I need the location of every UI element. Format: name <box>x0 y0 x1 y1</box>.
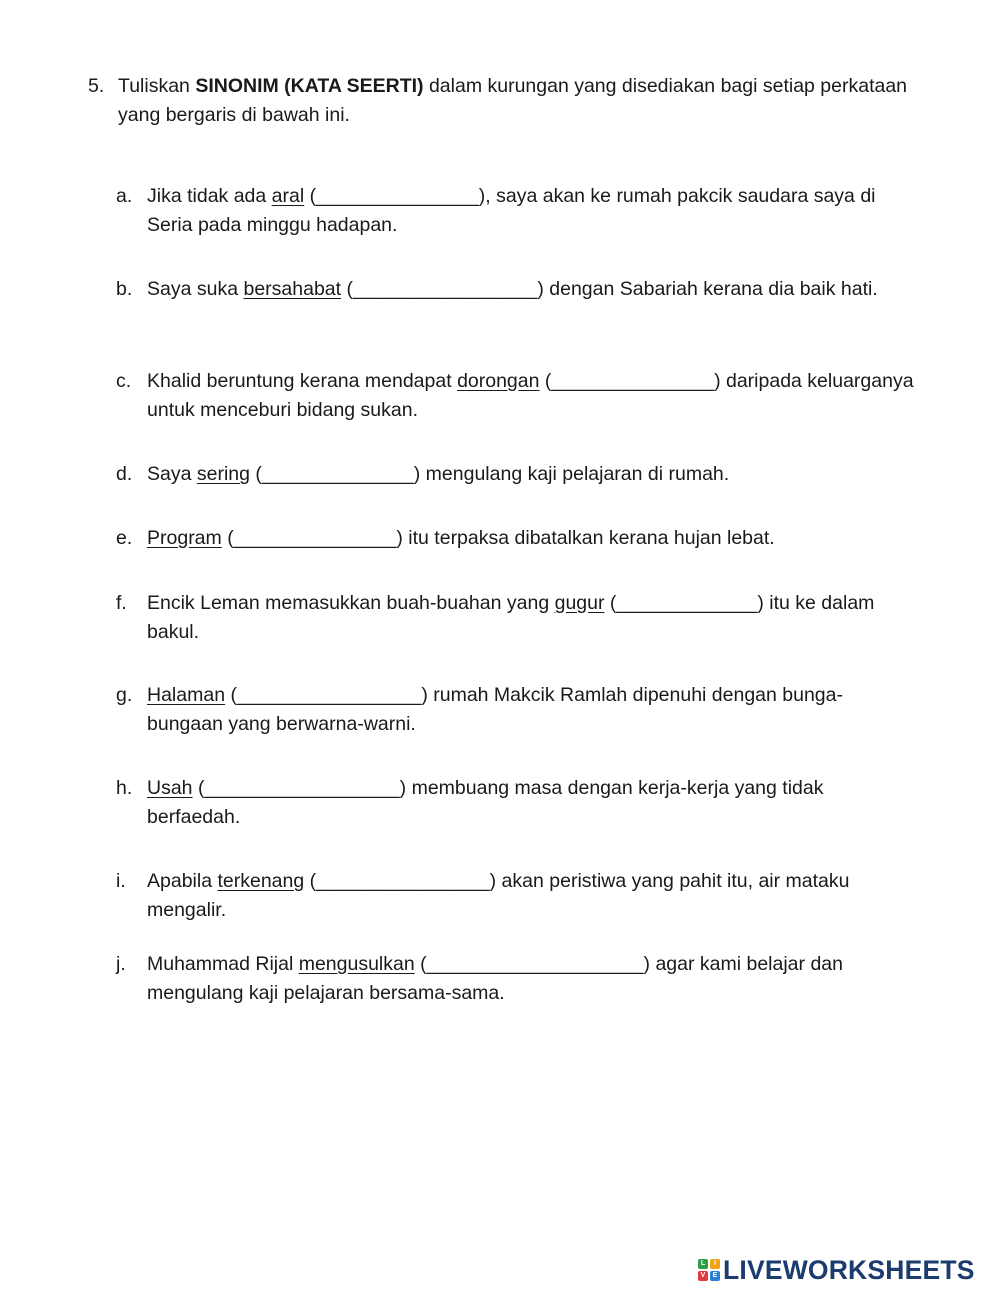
item-c <box>116 367 916 425</box>
answer-blank[interactable]: (________________) <box>304 870 497 892</box>
question-5 <box>88 72 918 130</box>
logo-block-i: I <box>710 1259 720 1269</box>
item-text: Saya suka bersahabat (_________________) dengan Sabariah kerana dia baik hati. <box>147 278 878 300</box>
instruction-keyword: SINONIM (KATA SEERTI) <box>195 75 424 97</box>
item-letter: d. <box>116 463 133 485</box>
item-letter: g. <box>116 684 133 706</box>
answer-blank[interactable]: (_____________) <box>604 592 764 614</box>
underlined-word: terkenang <box>217 870 305 892</box>
item-f <box>116 589 916 647</box>
item-text: Usah (__________________) membuang masa dengan kerja-kerja yang tidak berfaedah. <box>147 777 824 828</box>
item-a <box>116 182 916 240</box>
logo-block-v: V <box>698 1271 708 1281</box>
underlined-word: gugur <box>554 592 605 614</box>
answer-blank[interactable]: (_________________) <box>341 278 544 300</box>
answer-blank[interactable]: (_______________) <box>304 185 486 207</box>
item-e <box>116 524 916 553</box>
underlined-word: dorongan <box>457 370 540 392</box>
item-letter: e. <box>116 527 133 549</box>
underlined-word: bersahabat <box>243 278 342 300</box>
item-letter: i. <box>116 870 126 892</box>
item-d <box>116 460 916 489</box>
item-text: Encik Leman memasukkan buah-buahan yang gugur (_____________) itu ke dalam bakul. <box>147 592 875 643</box>
item-letter: j. <box>116 953 126 975</box>
item-j <box>116 950 916 1008</box>
answer-blank[interactable]: (_________________) <box>225 684 428 706</box>
item-letter: a. <box>116 185 133 207</box>
item-text: Khalid beruntung kerana mendapat dorongan (_______________) daripada keluarganya untuk menceburi bidang sukan. <box>147 370 914 421</box>
item-letter: f. <box>116 592 127 614</box>
logo-block-l: L <box>698 1259 708 1269</box>
item-text: Program (_______________) itu terpaksa dibatalkan kerana hujan lebat. <box>147 527 775 549</box>
logo-block-e: E <box>710 1271 720 1281</box>
underlined-word: Halaman <box>147 684 226 706</box>
liveworksheets-logo-icon <box>698 1259 720 1281</box>
item-text: Muhammad Rijal mengusulkan (____________________) agar kami belajar dan mengulang kaji pelajaran bersama-sama. <box>147 953 843 1004</box>
question-instruction: Tuliskan SINONIM (KATA SEERTI) dalam kurungan yang disediakan bagi setiap perkataan yang bergaris di bawah ini. <box>118 75 908 126</box>
item-i <box>116 867 916 925</box>
item-g <box>116 681 916 739</box>
answer-blank[interactable]: (_______________) <box>221 527 403 549</box>
item-b <box>116 275 916 304</box>
answer-blank[interactable]: (____________________) <box>414 953 651 975</box>
answer-blank[interactable]: (______________) <box>250 463 421 485</box>
underlined-word: Program <box>147 527 222 549</box>
item-text: Saya sering (______________) mengulang kaji pelajaran di rumah. <box>147 463 730 485</box>
item-text: Jika tidak ada aral (_______________), saya akan ke rumah pakcik saudara saya di Seria pada minggu hadapan. <box>147 185 876 236</box>
item-text: Halaman (_________________) rumah Makcik Ramlah dipenuhi dengan bunga-bungaan yang berwarna-warni. <box>147 684 843 735</box>
underlined-word: aral <box>271 185 305 207</box>
item-letter: h. <box>116 777 133 799</box>
item-h <box>116 774 916 832</box>
question-number: 5. <box>88 75 105 97</box>
underlined-word: Usah <box>147 777 193 799</box>
item-letter: b. <box>116 278 133 300</box>
item-text: Apabila terkenang (________________) akan peristiwa yang pahit itu, air mataku mengalir. <box>147 870 850 921</box>
liveworksheets-logo[interactable] <box>698 1255 975 1285</box>
item-letter: c. <box>116 370 132 392</box>
answer-blank[interactable]: (_______________) <box>539 370 721 392</box>
logo-text: LIVEWORKSHEETS <box>723 1254 975 1285</box>
answer-blank[interactable]: (__________________) <box>192 777 407 799</box>
underlined-word: sering <box>196 463 250 485</box>
underlined-word: mengusulkan <box>298 953 415 975</box>
